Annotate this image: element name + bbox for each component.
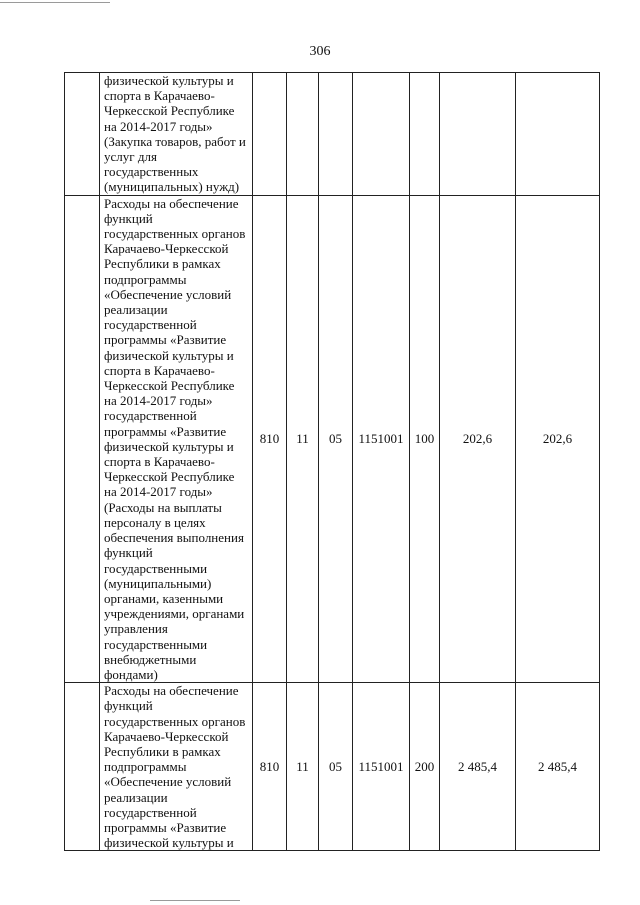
table-row (65, 683, 600, 851)
section-code-cell: 11 (287, 195, 319, 683)
ministry-code-cell (253, 73, 287, 196)
section-code-cell (287, 73, 319, 196)
amount-cell-2: 202,6 (516, 195, 600, 683)
row-index-cell (65, 195, 100, 683)
row-index-cell (65, 73, 100, 196)
section-code-cell: 11 (287, 683, 319, 851)
expense-type-cell: 200 (410, 683, 440, 851)
page-number: 306 (309, 44, 331, 59)
subsection-code-cell: 05 (319, 195, 353, 683)
amount-cell-1 (440, 73, 516, 196)
amount-cell-2: 2 485,4 (516, 683, 600, 851)
subsection-code-cell: 05 (319, 683, 353, 851)
table-row (65, 195, 600, 683)
target-article-cell: 1151001 (353, 195, 410, 683)
expense-name-text: физической культуры и спорта в Карачаево- Черкесской Республике на 2014-2017 годы» (Закупка товаров, работ и услуг для государственных (муниципальных) нужд) (104, 73, 246, 195)
subsection-code-cell (319, 73, 353, 196)
target-article-cell: 1151001 (353, 683, 410, 851)
scan-artifact-line (150, 900, 240, 901)
expense-type-cell (410, 73, 440, 196)
amount-cell-1: 2 485,4 (440, 683, 516, 851)
table-row (65, 73, 600, 196)
row-index-cell (65, 683, 100, 851)
expense-type-cell: 100 (410, 195, 440, 683)
expense-name-cell (100, 195, 253, 683)
expense-name-cell (100, 683, 253, 851)
expense-name-text: Расходы на обеспечение функций государственных органов Карачаево-Черкесской Республики в рамках подпрограммы «Обеспечение условий реализации государственной программы «Развитие физической культуры и (104, 683, 246, 851)
amount-cell-1: 202,6 (440, 195, 516, 683)
budget-table (64, 72, 600, 851)
ministry-code-cell: 810 (253, 195, 287, 683)
target-article-cell (353, 73, 410, 196)
ministry-code-cell: 810 (253, 683, 287, 851)
expense-name-cell (100, 73, 253, 196)
scan-artifact-line (0, 2, 110, 3)
expense-name-text: Расходы на обеспечение функций государственных органов Карачаево-Черкесской Республики в рамках подпрограммы «Обеспечение условий реализации государственной программы «Развитие физической культуры и спорта в Карачаево- Черкесской Республике на 2014-2017 годы» государственной программы «Развитие физической культуры и спорта в Карачаево- Черкесской Республике на 2014-2017 годы» (Расходы на выплаты персоналу в целях обеспечения выполнения функций государственными (муниципальными) органами, казенными учреждениями, органами управления государственными внебюджетными фондами) (104, 195, 246, 682)
amount-cell-2 (516, 73, 600, 196)
